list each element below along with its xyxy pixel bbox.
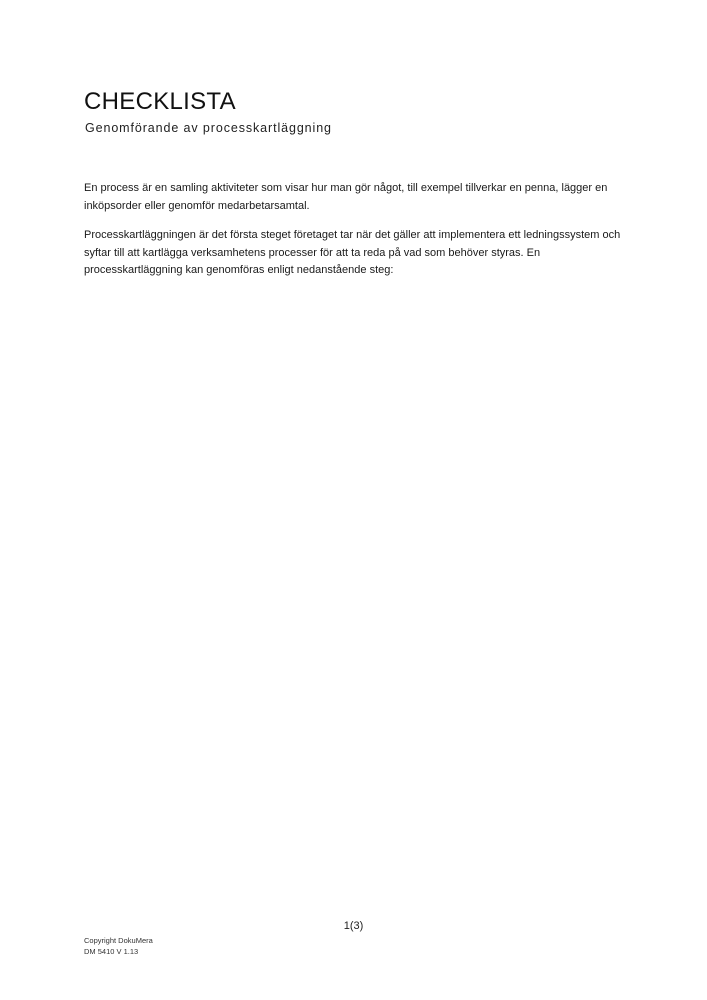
process-mapping-paragraph: Processkartläggningen är det första steget företaget tar när det gäller att implementera ett ledningssystem och syftar till att kartlägga verksamhetens processer för att ta reda på vad som behöver styras. En processkartläggning kan genomföras enligt nedanstående steg: bbox=[84, 229, 621, 276]
page-number: 1(3) bbox=[343, 920, 364, 932]
intro-paragraph: En process är en samling aktiviteter som visar hur man gör något, till exempel tillverkar en penna, lägger en inköpsorder eller genomför medarbetarsamtal. bbox=[84, 182, 608, 212]
document-subtitle: Genomförande av processkartläggning bbox=[85, 121, 332, 135]
document-id: DM 5410 V 1.13 bbox=[84, 946, 139, 956]
copyright-text: Copyright DokuMera bbox=[84, 936, 153, 945]
footer bbox=[84, 936, 153, 957]
document-title: CHECKLISTA bbox=[84, 88, 236, 115]
